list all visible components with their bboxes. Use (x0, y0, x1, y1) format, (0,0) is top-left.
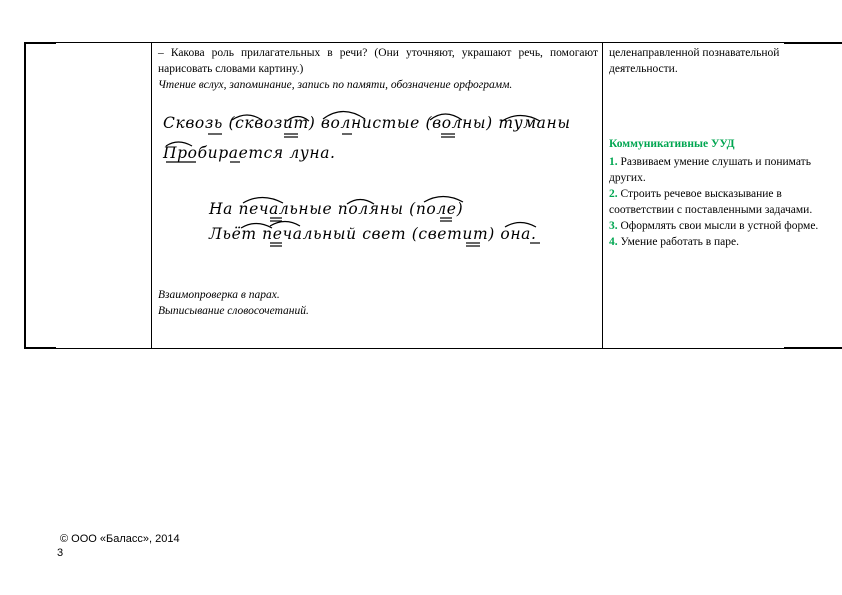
handwritten-line-3: На печальные поляны (поле) (209, 200, 464, 218)
table-bottom-border (24, 348, 842, 349)
continued-text: целенаправленной познавательной деятельности. (609, 47, 780, 75)
table-top-left-thick (24, 42, 56, 44)
uud-item-3: 3. Оформлять свои мысли в устной форме. (609, 220, 819, 232)
copyright-footer: © ООО «Баласс», 2014 (60, 533, 180, 545)
handwritten-line-4: Льёт печальный свет (светит) она. (209, 225, 537, 243)
table-top-border (24, 42, 842, 43)
middle-cell (158, 45, 598, 93)
table-bottom-right-thick (784, 347, 842, 349)
column-divider-1 (151, 42, 152, 349)
uud-item-2: 2. Строить речевое высказывание в соответствии с поставленными задачами. (609, 188, 813, 216)
right-cell (609, 45, 827, 77)
teacher-question: – Какова роль прилагательных в речи? (Они уточняют, украшают речь, помогают нарисовать словами картину.) (158, 47, 598, 75)
handwritten-line-2: Пробирается луна. (163, 144, 336, 162)
phrases-text: Выписывание словосочетаний. (158, 305, 309, 317)
peer-check-text: Взаимопроверка в парах. (158, 289, 280, 301)
table-top-right-thick (784, 42, 842, 44)
activity-text: Чтение вслух, запоминание, запись по памяти, обозначение орфограмм. (158, 79, 513, 91)
uud-item-4: 4. Умение работать в паре. (609, 236, 740, 248)
page-number: 3 (57, 547, 64, 559)
communicative-uud-block (609, 136, 827, 250)
table-left-border (24, 42, 26, 349)
peer-check-block (158, 287, 598, 319)
communicative-uud-heading: Коммуникативные УУД (609, 138, 735, 150)
uud-item-1: 1. Развиваем умение слушать и понимать других. (609, 156, 811, 184)
column-divider-2 (602, 42, 603, 349)
handwritten-line-1: Сквозь (сквозит) волнистые (волны) туманы (163, 114, 571, 132)
